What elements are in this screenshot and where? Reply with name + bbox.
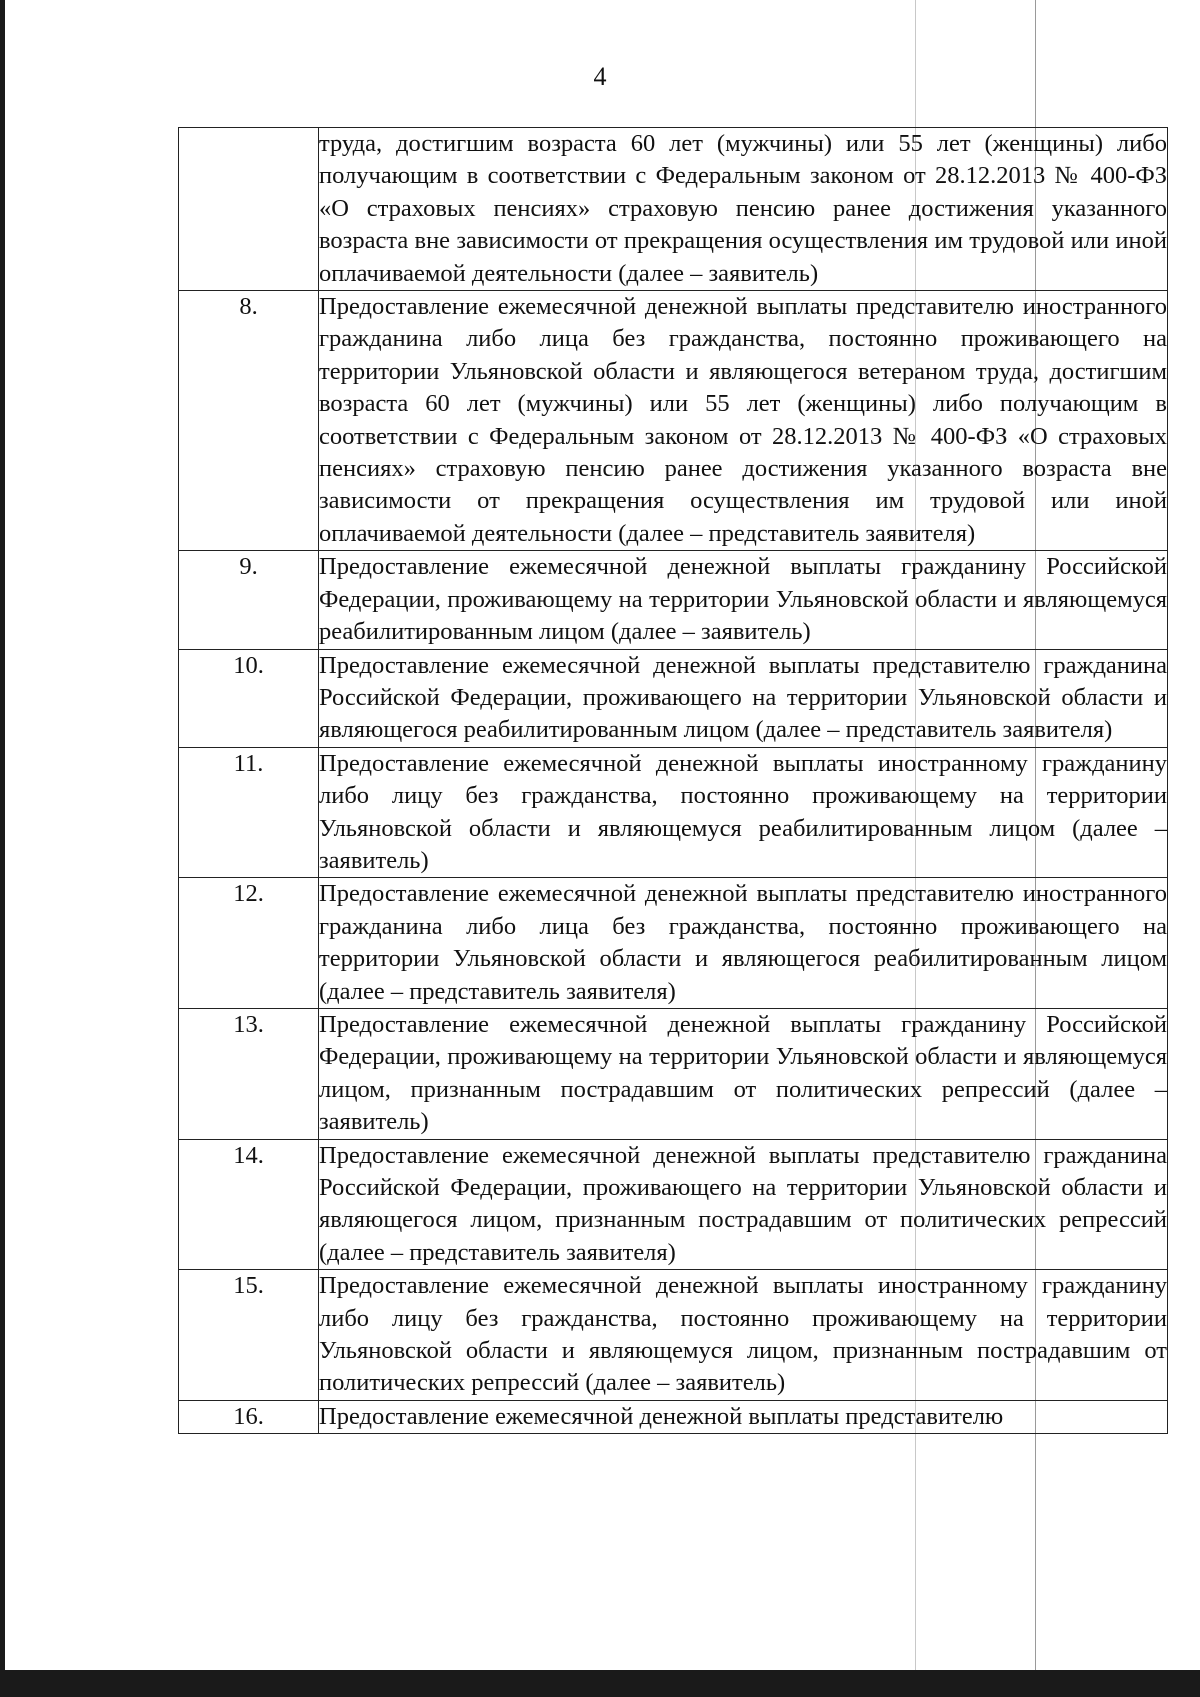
service-description: Предоставление ежемесячной денежной выплаты представителю гражданина Российской Федерации, проживающего на территории Ульяновской области и являющегося лицом, признанным пострадавшим от политических репрессий (далее – представитель заявителя) xyxy=(319,1139,1168,1270)
table-row xyxy=(179,747,1168,878)
row-number: 13. xyxy=(179,1008,319,1139)
services-table-body xyxy=(179,128,1168,1434)
scan-edge-bottom xyxy=(0,1670,1200,1697)
row-number: 11. xyxy=(179,747,319,878)
service-description: Предоставление ежемесячной денежной выплаты гражданину Российской Федерации, проживающему на территории Ульяновской области и являющемуся лицом, признанным пострадавшим от политических репрессий (далее – заявитель) xyxy=(319,1008,1168,1139)
table-row xyxy=(179,1139,1168,1270)
page-number: 4 xyxy=(593,62,607,91)
table-row xyxy=(179,1400,1168,1433)
service-description: Предоставление ежемесячной денежной выплаты гражданину Российской Федерации, проживающему на территории Ульяновской области и являющемуся реабилитированным лицом (далее – заявитель) xyxy=(319,551,1168,649)
table-row xyxy=(179,649,1168,747)
row-number: 16. xyxy=(179,1400,319,1433)
services-table xyxy=(178,127,1168,1434)
table-row xyxy=(179,1270,1168,1401)
service-description: Предоставление ежемесячной денежной выплаты представителю гражданина Российской Федерации, проживающего на территории Ульяновской области и являющегося реабилитированным лицом (далее – представитель заявителя) xyxy=(319,649,1168,747)
row-number xyxy=(179,128,319,291)
row-number: 8. xyxy=(179,291,319,551)
table-row xyxy=(179,128,1168,291)
service-description: Предоставление ежемесячной денежной выплаты иностранному гражданину либо лицу без гражданства, постоянно проживающему на территории Ульяновской области и являющемуся лицом, признанным пострадавшим от политических репрессий (далее – заявитель) xyxy=(319,1270,1168,1401)
service-description: Предоставление ежемесячной денежной выплаты иностранному гражданину либо лицу без гражданства, постоянно проживающему на территории Ульяновской области и являющемуся реабилитированным лицом (далее – заявитель) xyxy=(319,747,1168,878)
service-description: Предоставление ежемесячной денежной выплаты представителю иностранного гражданина либо лица без гражданства, постоянно проживающего на территории Ульяновской области и являющегося ветераном труда, достигшим возраста 60 лет (мужчины) или 55 лет (женщины) либо получающим в соответствии с Федеральным законом от 28.12.2013 № 400-ФЗ «О страховых пенсиях» страховую пенсию ранее достижения указанного возраста вне зависимости от прекращения осуществления им трудовой или иной оплачиваемой деятельности (далее – представитель заявителя) xyxy=(319,291,1168,551)
scan-edge-left xyxy=(0,0,5,1697)
row-number: 12. xyxy=(179,878,319,1009)
table-row xyxy=(179,551,1168,649)
table-row xyxy=(179,1008,1168,1139)
service-description: Предоставление ежемесячной денежной выплаты представителю xyxy=(319,1400,1168,1433)
table-row xyxy=(179,878,1168,1009)
row-number: 14. xyxy=(179,1139,319,1270)
row-number: 9. xyxy=(179,551,319,649)
row-number: 10. xyxy=(179,649,319,747)
row-number: 15. xyxy=(179,1270,319,1401)
service-description: Предоставление ежемесячной денежной выплаты представителю иностранного гражданина либо лица без гражданства, постоянно проживающего на территории Ульяновской области и являющегося реабилитированным лицом (далее – представитель заявителя) xyxy=(319,878,1168,1009)
service-description: труда, достигшим возраста 60 лет (мужчины) или 55 лет (женщины) либо получающим в соответствии с Федеральным законом от 28.12.2013 № 400-ФЗ «О страховых пенсиях» страховую пенсию ранее достижения указанного возраста вне зависимости от прекращения осуществления им трудовой или иной оплачиваемой деятельности (далее – заявитель) xyxy=(319,128,1168,291)
table-row xyxy=(179,291,1168,551)
